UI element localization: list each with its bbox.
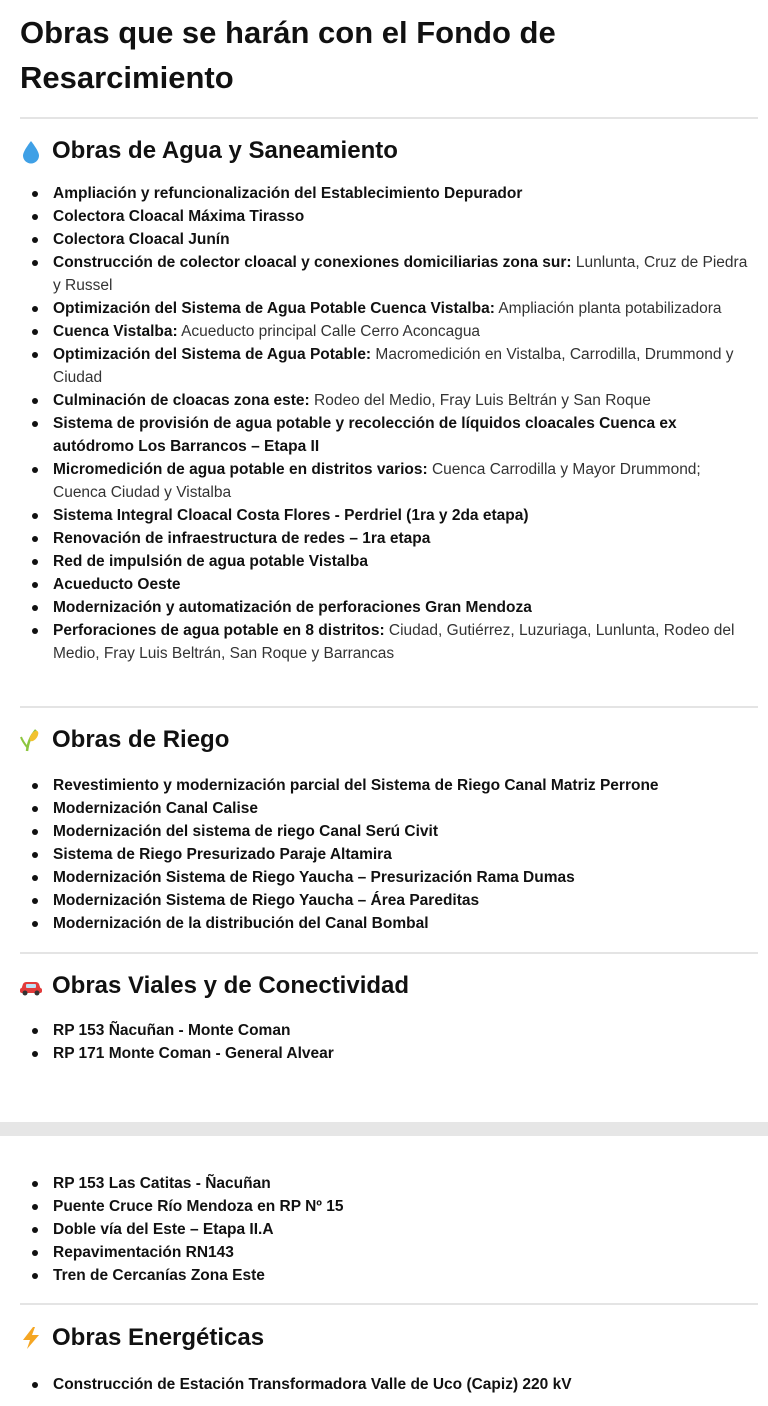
list-item (0, 550, 748, 573)
list-item (0, 1172, 748, 1195)
list-item-title: Doble vía del Este – Etapa II.A (53, 1221, 274, 1238)
list-item-title: Colectora Cloacal Junín (53, 231, 230, 248)
list-item (0, 797, 748, 820)
list-item (0, 182, 748, 205)
list-viales-continued (0, 1172, 748, 1287)
list-item-title: Renovación de infraestructura de redes – 1ra etapa (53, 530, 431, 547)
list-item (0, 1264, 748, 1287)
list-item (0, 596, 748, 619)
list-item (0, 504, 748, 527)
list-item-title: Sistema de Riego Presurizado Paraje Altamira (53, 846, 392, 863)
list-item (0, 228, 748, 251)
section-divider (20, 1303, 758, 1305)
list-item (0, 1218, 748, 1241)
list-item (0, 820, 748, 843)
list-item (0, 205, 748, 228)
list-item-title: Construcción de Estación Transformadora Valle de Uco (Capiz) 220 kV (53, 1376, 572, 1393)
list-item-title: Repavimentación RN143 (53, 1244, 234, 1261)
list-item-title: Modernización y automatización de perforaciones Gran Mendoza (53, 599, 532, 616)
section-divider (20, 952, 758, 954)
section-divider (20, 117, 758, 119)
list-item-title: Modernización del sistema de riego Canal Serú Civit (53, 823, 439, 840)
list-item-title: Revestimiento y modernización parcial del Sistema de Riego Canal Matriz Perrone (53, 777, 659, 794)
list-item-title: Construcción de colector cloacal y conexiones domiciliarias zona sur: (53, 254, 572, 271)
list-item (0, 527, 748, 550)
list-item-title: RP 171 Monte Coman - General Alvear (53, 1045, 334, 1062)
list-item-title: Puente Cruce Río Mendoza en RP Nº 15 (53, 1198, 344, 1215)
list-item (0, 573, 748, 596)
list-item (0, 774, 748, 797)
list-item-title: Perforaciones de agua potable en 8 distritos: (53, 622, 385, 639)
list-item-title: Modernización Sistema de Riego Yaucha – Área Pareditas (53, 892, 480, 909)
list-item (0, 320, 748, 343)
section-heading-text: Obras Viales y de Conectividad (52, 972, 410, 999)
list-item-title: Cuenca Vistalba: (53, 323, 178, 340)
list-item (0, 412, 748, 458)
list-item-title: Optimización del Sistema de Agua Potable: (53, 346, 372, 363)
list-agua (0, 182, 748, 665)
list-item (0, 343, 748, 389)
section-heading-energeticas (18, 1323, 264, 1353)
list-item-detail: Rodeo del Medio, Fray Luis Beltrán y San Roque (309, 392, 651, 409)
list-item-title: Culminación de cloacas zona este: (53, 392, 310, 409)
list-item (0, 1373, 748, 1396)
list-item (0, 297, 748, 320)
list-item (0, 251, 748, 297)
list-item-detail: Lunlunta, Cruz de Piedra y Russel (53, 254, 748, 294)
section-heading-text: Obras Energéticas (52, 1324, 265, 1351)
page-break-band (0, 1122, 768, 1136)
list-item-detail: Macromedición en Vistalba, Carrodilla, Drummond y Ciudad (53, 346, 734, 386)
section-heading-text: Obras de Agua y Saneamiento (52, 137, 398, 164)
list-item (0, 889, 748, 912)
list-energeticas (0, 1373, 748, 1396)
list-item (0, 389, 748, 412)
list-item-title: RP 153 Ñacuñan - Monte Coman (53, 1022, 291, 1039)
list-item (0, 458, 748, 504)
list-item (0, 1042, 748, 1065)
list-item (0, 619, 748, 665)
lightning-icon (18, 1325, 44, 1351)
list-item (0, 843, 748, 866)
list-item-detail: Ciudad, Gutiérrez, Luzuriaga, Lunlunta, Rodeo del Medio, Fray Luis Beltrán, San Roque y Barrancas (53, 622, 735, 662)
list-item-title: Modernización Sistema de Riego Yaucha – Presurización Rama Dumas (53, 869, 575, 886)
list-item-detail: Ampliación planta potabilizadora (494, 300, 722, 317)
list-item-title: Colectora Cloacal Máxima Tirasso (53, 208, 305, 225)
list-item-title: Ampliación y refuncionalización del Establecimiento Depurador (53, 185, 523, 202)
list-item-title: Sistema Integral Cloacal Costa Flores - Perdriel (1ra y 2da etapa) (53, 507, 529, 524)
section-heading-riego (18, 725, 229, 755)
list-item (0, 866, 748, 889)
car-icon (18, 973, 44, 999)
section-heading-agua (18, 136, 398, 166)
list-item-title: Modernización de la distribución del Canal Bombal (53, 915, 429, 932)
corn-plant-icon (18, 727, 44, 753)
list-item-title: Modernización Canal Calise (53, 800, 258, 817)
page-title: Obras que se harán con el Fondo de Resarcimiento (20, 15, 556, 95)
list-item (0, 1241, 748, 1264)
list-item-title: Tren de Cercanías Zona Este (53, 1267, 265, 1284)
section-divider (20, 706, 758, 708)
list-item-title: Acueducto Oeste (53, 576, 181, 593)
list-item-title: Sistema de provisión de agua potable y recolección de líquidos cloacales Cuenca ex autódromo Los Barrancos – Etapa II (53, 415, 677, 455)
water-drop-icon (18, 138, 44, 164)
section-heading-text: Obras de Riego (52, 726, 230, 753)
list-item-title: Micromedición de agua potable en distritos varios: (53, 461, 428, 478)
list-item (0, 1019, 748, 1042)
list-item (0, 1195, 748, 1218)
section-heading-viales (18, 971, 409, 1001)
list-item-detail: Cuenca Carrodilla y Mayor Drummond; Cuenca Ciudad y Vistalba (53, 461, 701, 501)
list-item-title: Red de impulsión de agua potable Vistalba (53, 553, 368, 570)
list-item-detail: Acueducto principal Calle Cerro Aconcagua (177, 323, 481, 340)
list-viales (0, 1019, 748, 1065)
list-item (0, 912, 748, 935)
list-riego (0, 774, 748, 935)
list-item-title: RP 153 Las Catitas - Ñacuñan (53, 1175, 271, 1192)
list-item-title: Optimización del Sistema de Agua Potable Cuenca Vistalba: (53, 300, 495, 317)
